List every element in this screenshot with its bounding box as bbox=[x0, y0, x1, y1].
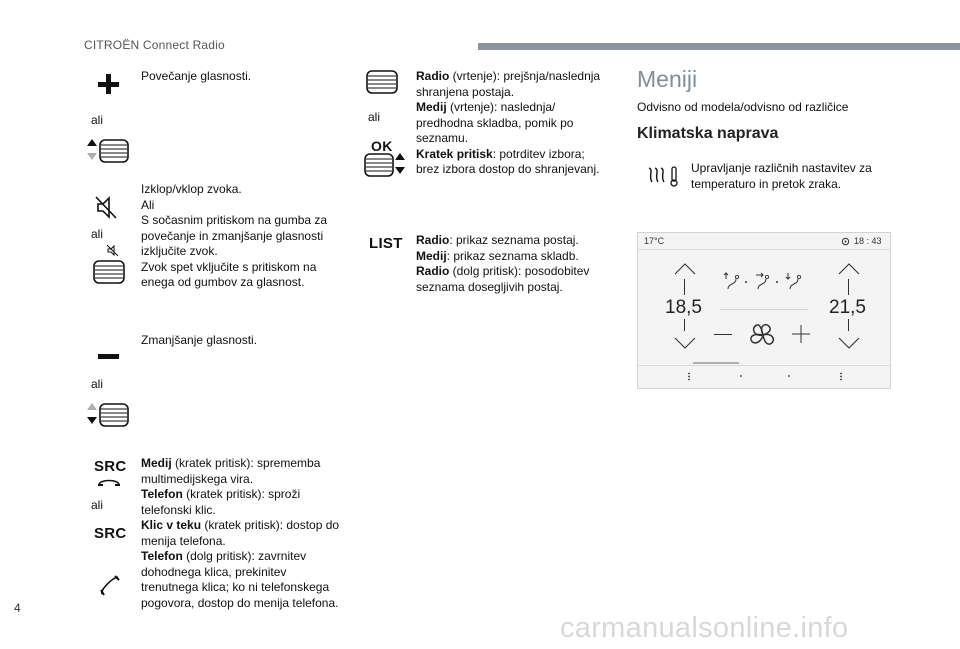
air-distribution-icons[interactable] bbox=[722, 271, 810, 293]
right-temp-down-icon[interactable] bbox=[838, 337, 860, 349]
mute-description: Izklop/vklop zvoka. Ali S sočasnim pritiskom na gumba za povečanje in zmanjšanje glasnosti izključite zvok. Zvok spet vključite s pritiskom na enega od gumbov za glasnost. bbox=[141, 182, 328, 289]
ali-label: ali bbox=[91, 377, 104, 391]
screen-divider bbox=[720, 309, 808, 310]
fan-minus-icon[interactable] bbox=[714, 334, 732, 335]
screen-status-bar bbox=[638, 233, 890, 250]
page-number: 4 bbox=[14, 601, 21, 615]
mute-speaker-icon bbox=[94, 195, 120, 221]
volume-down-description: Zmanjšanje glasnosti. bbox=[141, 333, 258, 347]
left-temp-up-icon[interactable] bbox=[674, 263, 696, 275]
scroll-wheel-up-icon bbox=[86, 138, 132, 166]
src-button-label: SRC bbox=[94, 525, 127, 542]
ali-label: ali bbox=[91, 227, 104, 241]
scroll-wheel-press-icon bbox=[363, 152, 409, 180]
outside-temperature: 17°C bbox=[644, 236, 665, 246]
menu-dots-icon[interactable] bbox=[687, 372, 691, 382]
left-temp-down-icon[interactable] bbox=[674, 337, 696, 349]
gps-icon bbox=[841, 237, 850, 246]
active-tab-indicator bbox=[693, 362, 739, 364]
right-temp-tick bbox=[848, 279, 849, 295]
climate-icon bbox=[646, 164, 684, 188]
scroll-wheel-icon bbox=[92, 259, 128, 287]
phone-hangup-icon bbox=[97, 476, 123, 488]
plus-icon bbox=[96, 72, 122, 98]
mute-small-icon bbox=[106, 244, 120, 258]
menu-dot-icon[interactable] bbox=[787, 374, 791, 378]
manual-header-title: CITROËN Connect Radio bbox=[84, 38, 225, 52]
list-button-label: LIST bbox=[369, 235, 403, 252]
src-button-label: SRC bbox=[94, 458, 127, 475]
screen-bottom-menu bbox=[638, 365, 890, 388]
header-bar bbox=[478, 43, 960, 50]
climate-description: Upravljanje različnih nastavitev za temperaturo in pretok zraka. bbox=[691, 161, 872, 191]
volume-up-description: Povečanje glasnosti. bbox=[141, 69, 252, 83]
left-temperature: 18,5 bbox=[665, 297, 702, 318]
scroll-wheel-down-icon bbox=[86, 402, 132, 430]
right-temp-tick bbox=[848, 319, 849, 331]
fan-plus-icon[interactable] bbox=[792, 325, 810, 343]
right-temp-up-icon[interactable] bbox=[838, 263, 860, 275]
section-title-meniji: Meniji bbox=[637, 66, 698, 92]
src-description: Medij (kratek pritisk): sprememba multimedijskega vira. Telefon (kratek pritisk): sproži telefonski klic. Klic v teku (kratek pritisk): dostop do menija telefona. Telefon (dolg pritisk): zavrnitev dohodnega klica, prekinitev trenutnega klica; ko ni telefonskega pogovora, dostop do menija telefona. bbox=[141, 456, 340, 610]
ok-button-label: OK bbox=[371, 138, 393, 154]
clock: 18 : 43 bbox=[854, 236, 882, 246]
right-temperature: 21,5 bbox=[829, 297, 866, 318]
scroll-description: Radio (vrtenje): prejšnja/naslednja shranjena postaja. Medij (vrtenje): naslednja/ predhodna skladba, pomik po seznamu. Kratek pritisk: potrditev izbora; brez izbora dostop do shranjevanj. bbox=[416, 69, 601, 176]
ali-label: ali bbox=[368, 110, 381, 124]
menu-dot-icon[interactable] bbox=[739, 374, 743, 378]
model-note: Odvisno od modela/odvisno od različice bbox=[637, 100, 849, 114]
fan-icon bbox=[748, 320, 778, 350]
minus-icon bbox=[96, 353, 122, 361]
phone-handset-icon bbox=[98, 574, 122, 598]
list-description: Radio: prikaz seznama postaj. Medij: prikaz seznama skladb. Radio (dolg pritisk): posodobitev seznama dosegljivih postaj. bbox=[416, 233, 590, 294]
climate-screen bbox=[637, 232, 891, 389]
ali-label: ali bbox=[91, 498, 104, 512]
menu-dots-icon[interactable] bbox=[839, 372, 843, 382]
watermark: carmanualsonline.info bbox=[560, 612, 849, 644]
scroll-wheel-icon bbox=[365, 69, 401, 97]
ali-label: ali bbox=[91, 113, 104, 127]
subsection-title-climate: Klimatska naprava bbox=[637, 125, 779, 142]
left-temp-tick bbox=[684, 279, 685, 295]
left-temp-tick bbox=[684, 319, 685, 331]
